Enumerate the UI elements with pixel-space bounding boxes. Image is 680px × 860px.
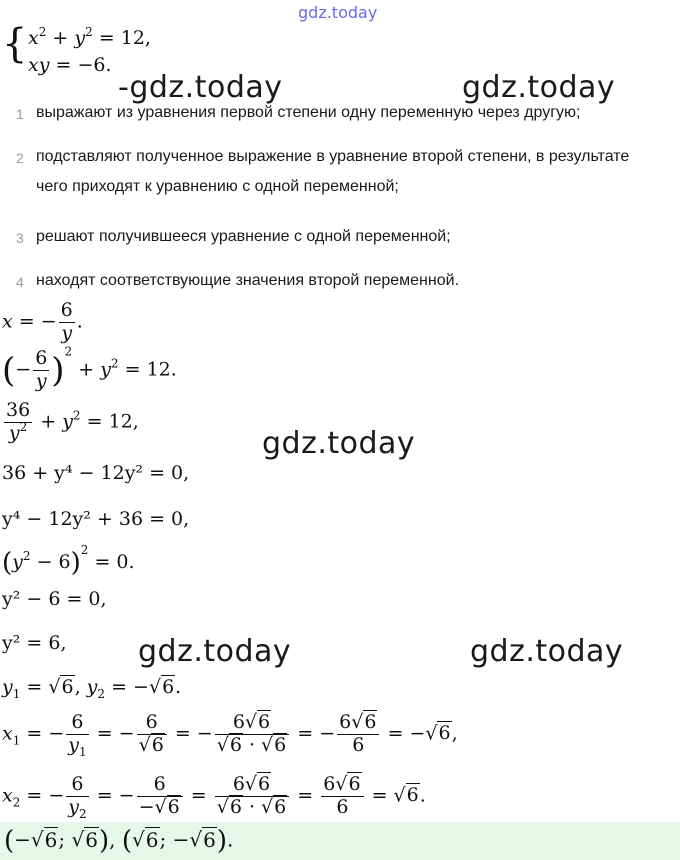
watermark: gdz.today xyxy=(462,70,616,105)
equation-x2: $x_2$ = − $\frac{6}{y_2}$ = − $\frac{6}{-√6}$ = $\frac{6√6}{√6 \cdot √6}$ = $\frac{6√6}{6}$ = √6. xyxy=(2,773,426,821)
equation-rearranged: y⁴ − 12y² + 36 = 0, xyxy=(2,508,190,530)
step-text: находят соответствующие значения второй переменной. xyxy=(36,272,460,289)
step-text: подставляют полученное выражение в уравнение второй степени, в результате чего приходят к уравнению с одной переменной; xyxy=(36,148,630,195)
step-text: решают получившееся уравнение с одной переменной; xyxy=(36,228,451,245)
watermark-top: gdz.today xyxy=(298,3,378,22)
equation-perfect-square: $(y^2 - 6)^2 = 0$. xyxy=(2,543,135,578)
equation-multiplied: 36 + y⁴ − 12y² = 0, xyxy=(2,462,190,484)
equation-difference: y² − 6 = 0, xyxy=(2,588,107,610)
step-number: 4 xyxy=(16,274,24,290)
system-equation-1: $x^2 + y^2 = 12$, xyxy=(28,25,151,49)
answer-box xyxy=(0,822,680,860)
step-number: 3 xyxy=(16,230,24,246)
step-number: 2 xyxy=(16,150,24,166)
watermark: gdz.today xyxy=(470,634,624,669)
watermark: gdz.today xyxy=(262,426,416,461)
system-brace: { xyxy=(2,21,28,67)
equation-x1: $x_1$ = − $\frac{6}{y_1}$ = − $\frac{6}{√6}$ = − $\frac{6√6}{√6 \cdot √6}$ = − $\frac{6√6}{6}$ = −√6, xyxy=(2,711,458,759)
equation-squared: $\frac{36}{y^2}$ + $y^2 = 12$, xyxy=(6,399,139,444)
system-equation-2: xy = −6. xyxy=(28,54,112,76)
answer-text: (−√6; √6), (√6; −√6). xyxy=(4,826,234,856)
equation-x-expressed: x = − $\frac{6}{y}$ . xyxy=(2,299,83,344)
step-text: выражают из уравнения первой степени одну переменную через другую; xyxy=(36,104,581,121)
watermark: -gdz.today xyxy=(118,70,283,105)
equation-substitution: (− $\frac{6}{y}$ )$^2 + y^2 = 12$. xyxy=(2,344,177,392)
equation-y-roots: $y_1 = √6$, $y_2 = -√6$. xyxy=(2,676,182,701)
equation-y-squared: y² = 6, xyxy=(2,632,67,654)
step-number: 1 xyxy=(16,106,24,122)
watermark: gdz.today xyxy=(138,634,292,669)
